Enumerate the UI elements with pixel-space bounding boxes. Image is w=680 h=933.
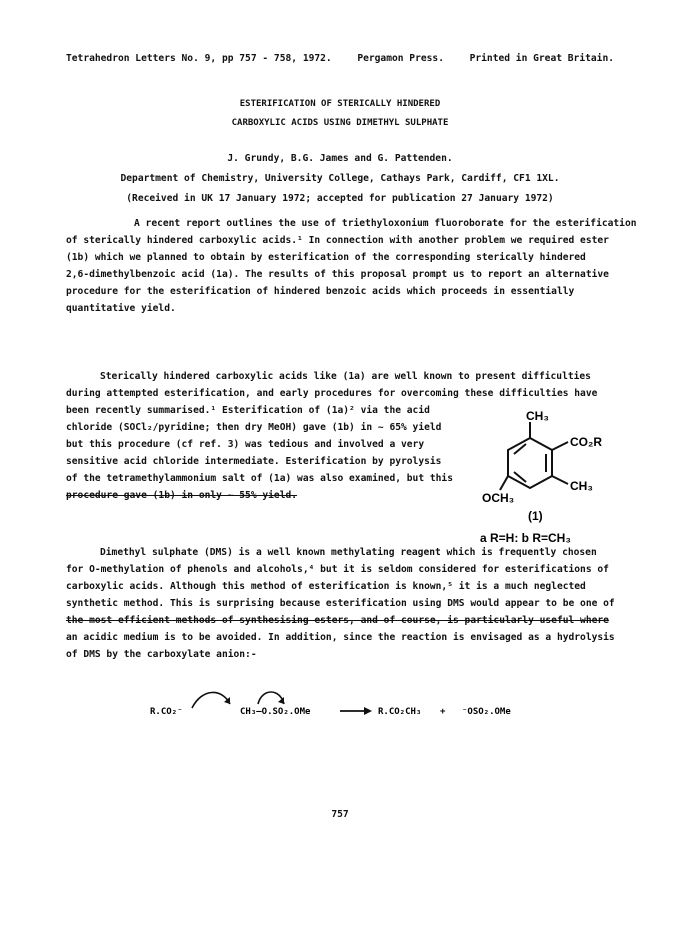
reactant-label: R.CO₂⁻ (150, 707, 183, 717)
title-line-1: ESTERIFICATION OF STERICALLY HINDERED (239, 99, 441, 109)
text-line: A recent report outlines the use of triethyloxonium fluoroborate for the esterification (134, 218, 637, 229)
journal-citation: Tetrahedron Letters No. 9, pp 757 - 758, 1972. (66, 53, 332, 64)
text-line: an acidic medium is to be avoided. In addition, since the reaction is envisaged as a hydrolysis (66, 632, 615, 643)
reagent-label: CH₃—O.SO₂.OMe (240, 707, 311, 717)
paragraph-1 (66, 215, 637, 317)
text-line: chloride (SOCl₂/pyridine; then dry MeOH) gave (1b) in ~ 65% yield (66, 422, 442, 433)
paragraph-2-top (66, 368, 626, 402)
text-line: carboxylic acids. Although this method of esterification is known,⁵ it is a much neglected (66, 581, 586, 592)
reaction-arrow-head (364, 707, 372, 715)
publisher-name: Pergamon Press. (357, 53, 444, 64)
text-line: Dimethyl sulphate (DMS) is a well known methylating reagent which is frequently chosen (100, 547, 597, 558)
text-line: Sterically hindered carboxylic acids like (1a) are well known to present difficulties (100, 371, 591, 382)
text-line: (1b) which we planned to obtain by esterification of the corresponding sterically hindered (66, 252, 586, 263)
plus-sign: + (440, 707, 446, 717)
ester-group-label: CO₂R (570, 435, 602, 449)
text-line: synthetic method. This is surprising because esterification using DMS would appear to be one of (66, 598, 615, 609)
text-line: of the tetramethylammonium salt of (1a) was also examined, but this (66, 473, 453, 484)
benzoate-structure-drawing (470, 410, 630, 555)
methyl-top-label: CH₃ (526, 410, 549, 423)
page-number: 757 (331, 809, 349, 820)
curved-arrow-1 (192, 692, 230, 708)
affiliation: Department of Chemistry, University College, Cathays Park, Cardiff, CF1 1XL. (120, 173, 560, 184)
byproduct-label: ⁻OSO₂.OMe (462, 707, 511, 717)
text-line: procedure gave (1b) in only ~ 55% yield. (66, 490, 298, 501)
running-header (66, 50, 614, 67)
text-line: of DMS by the carboxylate anion:- (66, 649, 257, 660)
methyl-right-label: CH₃ (570, 479, 593, 493)
reaction-equation (140, 682, 560, 722)
compound-legend: a R=H: b R=CH₃ (480, 531, 571, 545)
text-line: procedure for the esterification of hindered benzoic acids which proceeds in essentially (66, 286, 575, 297)
paragraph-2-narrow (66, 402, 454, 504)
text-line: for O-methylation of phenols and alcohols,⁴ but it is seldom considered for esterifications of (66, 564, 609, 575)
chemical-structure (470, 410, 630, 555)
paragraph-3 (66, 544, 626, 663)
text-line: the most efficient methods of synthesising esters, and of course, is particularly useful where (66, 615, 609, 626)
reaction-scheme (140, 682, 560, 722)
text-line: been recently summarised.¹ Esterification of (1a)² via the acid (66, 405, 430, 416)
title-line-2: CARBOXYLIC ACIDS USING DIMETHYL SULPHATE (231, 118, 449, 128)
text-line: 2,6-dimethylbenzoic acid (1a). The results of this proposal prompt us to report an alternative (66, 269, 609, 280)
text-line: sensitive acid chloride intermediate. Esterification by pyrolysis (66, 456, 442, 467)
received-dates: (Received in UK 17 January 1972; accepted for publication 27 January 1972) (126, 193, 554, 204)
text-line: but this procedure (cf ref. 3) was tedious and involved a very (66, 439, 425, 450)
printed-note: Printed in Great Britain. (469, 53, 614, 64)
text-line: of sterically hindered carboxylic acids.¹ In connection with another problem we required ester (66, 235, 609, 246)
methoxy-label: OCH₃ (482, 491, 515, 505)
authors: J. Grundy, B.G. James and G. Pattenden. (227, 153, 453, 164)
text-line: quantitative yield. (66, 303, 176, 314)
product-label: R.CO₂CH₃ (378, 707, 422, 717)
compound-number: (1) (528, 509, 543, 523)
text-line: during attempted esterification, and early procedures for overcoming these difficulties have (66, 388, 598, 399)
